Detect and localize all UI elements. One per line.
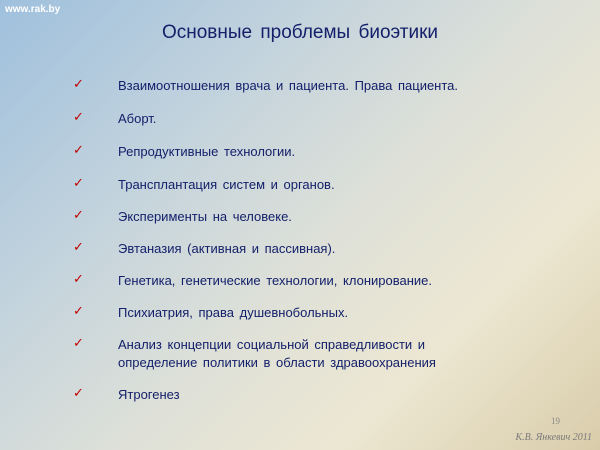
check-icon: ✓ — [73, 386, 84, 401]
site-watermark: www.rak.by — [5, 4, 61, 15]
list-item-text: Аборт. — [118, 111, 157, 126]
check-icon: ✓ — [73, 176, 84, 191]
check-icon: ✓ — [73, 143, 84, 158]
list-item-text: Взаимоотношения врача и пациента. Права пациента. — [118, 78, 459, 93]
check-icon: ✓ — [73, 77, 84, 92]
list-item-text: Эксперименты на человеке. — [118, 209, 292, 224]
check-icon: ✓ — [73, 110, 84, 125]
slide-title: Основные проблемы биоэтики — [161, 22, 439, 43]
list-item-text: Репродуктивные технологии. — [118, 144, 296, 159]
check-icon: ✓ — [73, 336, 84, 351]
list-item-text: Психиатрия, права душевнобольных. — [118, 305, 349, 320]
list-item-text: Ятрогенез — [118, 387, 180, 402]
list-item-text: Анализ концепции социальной справедливости и определение политики в области здравоохранения — [118, 337, 436, 370]
check-icon: ✓ — [73, 240, 84, 255]
list-item-text: Эвтаназия (активная и пассивная). — [118, 241, 336, 256]
check-icon: ✓ — [73, 304, 84, 319]
check-icon: ✓ — [73, 272, 84, 287]
page-number: 19 — [551, 416, 560, 426]
list-item-text: Трансплантация систем и органов. — [118, 177, 335, 192]
author-signature: К.В. Янкевич 2011 — [515, 432, 592, 443]
check-icon: ✓ — [73, 208, 84, 223]
list-item-text: Генетика, генетические технологии, клонирование. — [118, 273, 432, 288]
